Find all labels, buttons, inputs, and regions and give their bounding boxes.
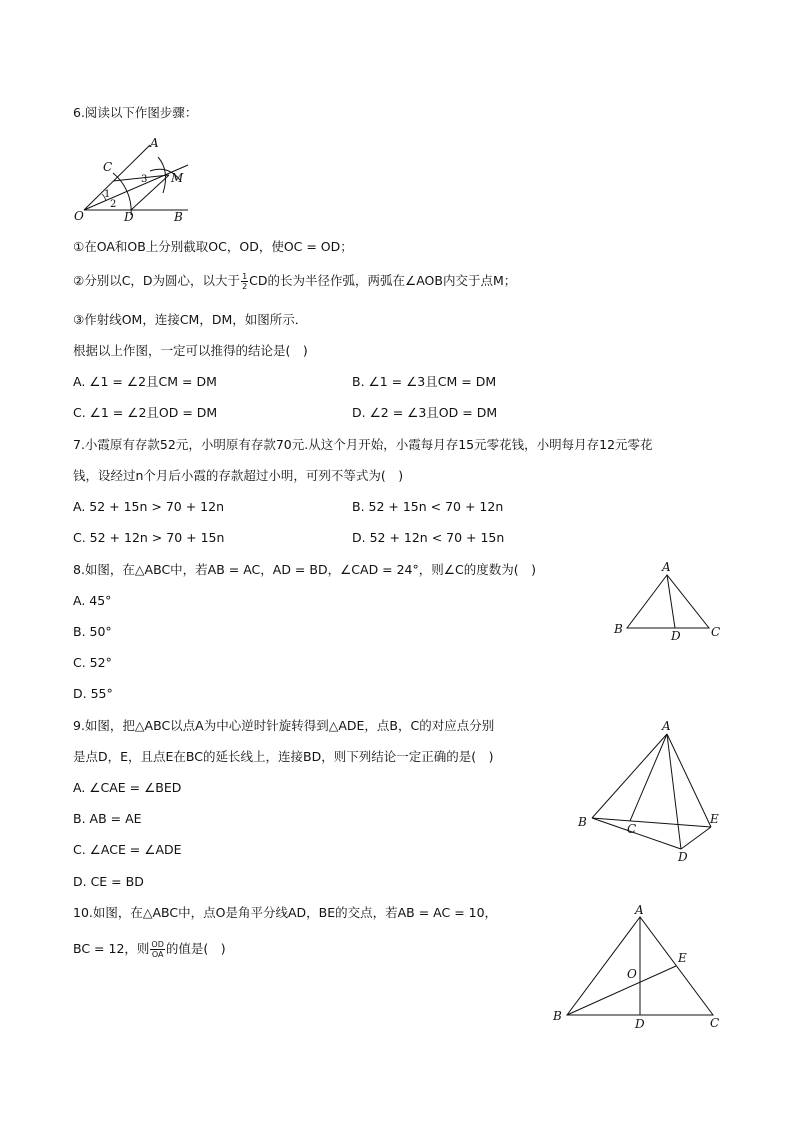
q7-option-a: A. 52 + 15n > 70 + 12n (73, 499, 225, 514)
q10-line1: 10.如图，在△ABC中，点O是角平分线AD，BE的交点，若AB = AC = 10， (73, 905, 498, 920)
q6-figure (70, 135, 200, 230)
q6-stem: 6.阅读以下作图步骤： (73, 105, 198, 120)
segment-BD (592, 818, 681, 849)
angle-label-1: 1 (104, 189, 111, 200)
segment-AB (592, 734, 667, 818)
q7-option-d: D. 52 + 12n < 70 + 15n (352, 530, 505, 545)
q6-option-d: D. ∠2 = ∠3且OD = DM (352, 405, 498, 420)
q9-option-a: A. ∠CAE = ∠BED (73, 780, 182, 795)
q8-figure (610, 558, 725, 648)
angle-label-2: 2 (110, 199, 117, 210)
segment-AE (667, 734, 711, 827)
label-A: A (150, 136, 159, 150)
q7-option-c: C. 52 + 12n > 70 + 15n (73, 530, 225, 545)
q8-option-a: A. 45° (73, 593, 112, 608)
label-O: O (74, 209, 84, 223)
q9-line2: 是点D，E，且点E在BC的延长线上，连接BD，则下列结论一定正确的是( ) (73, 749, 494, 764)
q8-stem: 8.如图，在△ABC中，若AB = AC，AD = BD，∠CAD = 24°，则∠C的度数为( ) (73, 562, 536, 577)
q7-line1: 7.小霞原有存款52元，小明原有存款70元.从这个月开始，小霞每月存15元零花钱，小明每月存12元零花 (73, 437, 653, 452)
q10-figure (545, 900, 725, 1035)
q10-line2-part1: BC = 12，则 (73, 941, 150, 956)
label-B: B (553, 1009, 562, 1023)
q10-line2 (73, 940, 226, 959)
fraction-od-oa: $\frac{OD}{OA}$ (151, 940, 164, 959)
label-B: B (614, 622, 623, 636)
q6-option-a: A. ∠1 = ∠2且CM = DM (73, 374, 217, 389)
segment-AD (667, 734, 681, 849)
q8-option-d: D. 55° (73, 686, 113, 701)
q9-figure (575, 715, 725, 865)
label-A: A (662, 719, 671, 733)
label-M: M (171, 171, 184, 185)
q9-line1: 9.如图，把△ABC以点A为中心逆时针旋转得到△ADE，点B，C的对应点分别 (73, 718, 495, 733)
q6-step2-part2: CD的长为半径作弧，两弧在∠AOB内交于点M； (249, 273, 517, 288)
label-C: C (710, 1016, 720, 1030)
label-D: D (678, 850, 688, 864)
angle-label-3: 3 (141, 174, 148, 185)
label-C: C (711, 625, 721, 639)
q6-step2-part1: ②分别以C，D为圆心，以大于 (73, 273, 241, 288)
label-C: C (627, 822, 637, 836)
label-B: B (578, 815, 587, 829)
q8-option-b: B. 50° (73, 624, 112, 639)
label-E: E (678, 951, 687, 965)
q6-step2 (73, 272, 516, 291)
q6-option-c: C. ∠1 = ∠2且OD = DM (73, 405, 218, 420)
bisector-BE (567, 966, 676, 1015)
q9-option-d: D. CE = BD (73, 874, 144, 889)
label-O: O (627, 967, 637, 981)
q10-line2-part2: 的值是( ) (165, 941, 226, 956)
q6-step3: ③作射线OM，连接CM，DM，如图所示． (73, 312, 308, 327)
label-B: B (174, 210, 183, 224)
label-D: D (671, 629, 681, 643)
label-D: D (124, 210, 134, 224)
q8-option-c: C. 52° (73, 655, 112, 670)
q9-option-c: C. ∠ACE = ∠ADE (73, 842, 182, 857)
label-C: C (103, 160, 113, 174)
label-E: E (710, 812, 719, 826)
segment-DE (681, 827, 711, 849)
label-A: A (662, 560, 671, 574)
q6-ask: 根据以上作图，一定可以推得的结论是( ) (73, 343, 308, 358)
label-D: D (635, 1017, 645, 1031)
q6-step1: ①在OA和OB上分别截取OC，OD，使OC = OD； (73, 239, 353, 254)
q9-option-b: B. AB = AE (73, 811, 142, 826)
q7-line2: 钱，设经过n个月后小霞的存款超过小明，可列不等式为( ) (73, 468, 404, 483)
segment-BE (592, 818, 711, 827)
q7-option-b: B. 52 + 15n < 70 + 12n (352, 499, 504, 514)
q6-option-b: B. ∠1 = ∠3且CM = DM (352, 374, 497, 389)
segment-AC (630, 734, 667, 821)
fraction-one-half: $\frac{1}{2}$ (242, 272, 248, 291)
label-A: A (635, 903, 644, 917)
